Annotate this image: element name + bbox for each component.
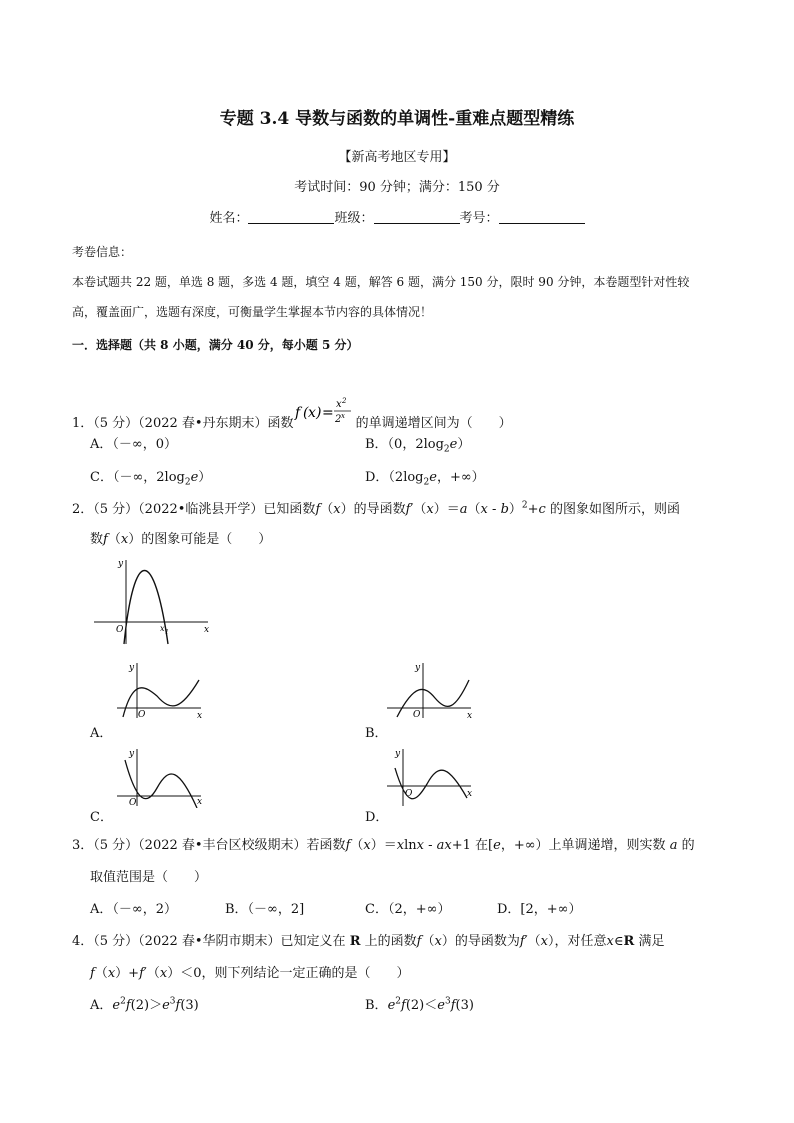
q1-option-c[interactable]: C．（－∞，$2\log_2e$）: [90, 470, 212, 488]
info-label: 考卷信息：: [72, 245, 133, 259]
q1-option-d[interactable]: D．（$2\log_2e$，+∞）: [365, 470, 485, 488]
q1-option-b[interactable]: B．（0，$2\log_2e$）: [365, 437, 471, 455]
svg-text:y: y: [415, 663, 421, 673]
question-2-stem-line-2: 数f（x）的图象可能是（ ）: [90, 532, 272, 547]
name-label: 姓名：: [209, 211, 249, 226]
svg-text:O: O: [405, 789, 413, 799]
info-line-1: 本卷试题共 22 题，单选 8 题，多选 4 题，填空 4 题，解答 6 题，满分 150 分，限时 90 分钟，本卷题型针对性较: [72, 275, 690, 289]
q3-option-d[interactable]: D．[2，+∞）: [497, 902, 582, 917]
q3-option-b[interactable]: B．（－∞，2]: [225, 902, 305, 917]
svg-text:x: x: [160, 624, 165, 633]
q2-option-a[interactable]: A．: [90, 726, 113, 741]
q4-option-a[interactable]: A．$e^2f(2)>e^3f(3)$: [90, 996, 199, 1013]
q2-option-d[interactable]: D．: [365, 810, 389, 825]
svg-text:(: (: [302, 405, 309, 421]
svg-text:2: 2: [341, 397, 347, 405]
page-title: 专题 3.4 导数与函数的单调性-重难点题型精练: [219, 109, 575, 129]
svg-text:O: O: [129, 798, 137, 808]
svg-text:1: 1: [165, 629, 169, 636]
number-blank[interactable]: [499, 210, 585, 224]
svg-text:y: y: [395, 749, 401, 759]
question-3-stem-line-2: 取值范围是（ ）: [90, 870, 208, 885]
svg-text:): ): [315, 405, 322, 421]
svg-text:x: x: [204, 625, 210, 635]
name-blank[interactable]: [248, 210, 334, 224]
q1-formula: [294, 395, 356, 431]
svg-text:x: x: [197, 797, 203, 807]
svg-text:y: y: [118, 559, 124, 569]
question-4-stem-line-1: 4．（5 分）（2022 春•华阴市期末）已知定义在 R 上的函数f（x）的导函数为f′（x），对任意x∈R 满足: [72, 934, 665, 949]
q2-graph-b: [385, 660, 475, 720]
exam-time: 考试时间：90 分钟；满分：150 分: [294, 180, 500, 195]
q1-option-a[interactable]: A．（－∞，0）: [90, 437, 177, 452]
q2-option-c[interactable]: C．: [90, 810, 113, 825]
q3-option-a[interactable]: A．（－∞，2）: [90, 902, 177, 917]
q2-option-b[interactable]: B．: [365, 726, 388, 741]
class-label: 班级：: [334, 211, 374, 226]
svg-text:x: x: [467, 711, 473, 720]
question-4-stem-line-2: f（x）+f′（x）＜0，则下列结论一定正确的是（ ）: [90, 966, 410, 981]
svg-text:O: O: [413, 710, 421, 720]
svg-text:=: =: [321, 405, 334, 421]
svg-text:O: O: [138, 710, 146, 720]
q3-option-c[interactable]: C．（2，+∞）: [365, 902, 451, 917]
question-1-stem: 1．（5 分）（2022 春•丹东期末）函数 f ( x ) = x 2 2 x 的单调递增区间为（ ）: [72, 397, 512, 431]
number-label: 考号：: [459, 211, 499, 226]
svg-text:x: x: [307, 405, 316, 421]
svg-text:x: x: [467, 789, 473, 799]
svg-text:x: x: [335, 399, 342, 410]
question-3-stem-line-1: 3．（5 分）（2022 春•丰台区校级期末）若函数f（x）＝xlnx - ax+1 在[e，+∞）上单调递增，则实数 a 的: [72, 838, 695, 853]
class-blank[interactable]: [374, 210, 460, 224]
q2-graph-c: [115, 746, 205, 808]
svg-text:2: 2: [334, 414, 341, 425]
q2-graph-d: [385, 746, 475, 808]
svg-text:f: f: [294, 405, 300, 421]
q2-graph-a: [115, 660, 205, 720]
svg-text:x: x: [340, 412, 345, 420]
svg-text:x: x: [197, 711, 203, 720]
svg-text:O: O: [116, 625, 124, 635]
derivative-graph: [90, 556, 214, 648]
q4-option-b[interactable]: B．$e^2f(2)<e^3f(3)$: [365, 996, 474, 1013]
question-2-stem-line-1: 2．（5 分）（2022•临洮县开学）已知函数f（x）的导函数f′（x）＝a（x - b）$^2$+c 的图象如图所示，则函: [72, 500, 680, 517]
section-heading: 一．选择题（共 8 小题，满分 40 分，每小题 5 分）: [72, 338, 359, 352]
svg-text:y: y: [129, 663, 135, 673]
info-line-2: 高，覆盖面广，选题有深度，可衡量学生掌握本节内容的具体情况！: [72, 305, 433, 319]
region-label: 【新高考地区专用】: [338, 150, 456, 165]
student-info-row: [0, 207, 794, 226]
svg-text:y: y: [129, 749, 135, 759]
